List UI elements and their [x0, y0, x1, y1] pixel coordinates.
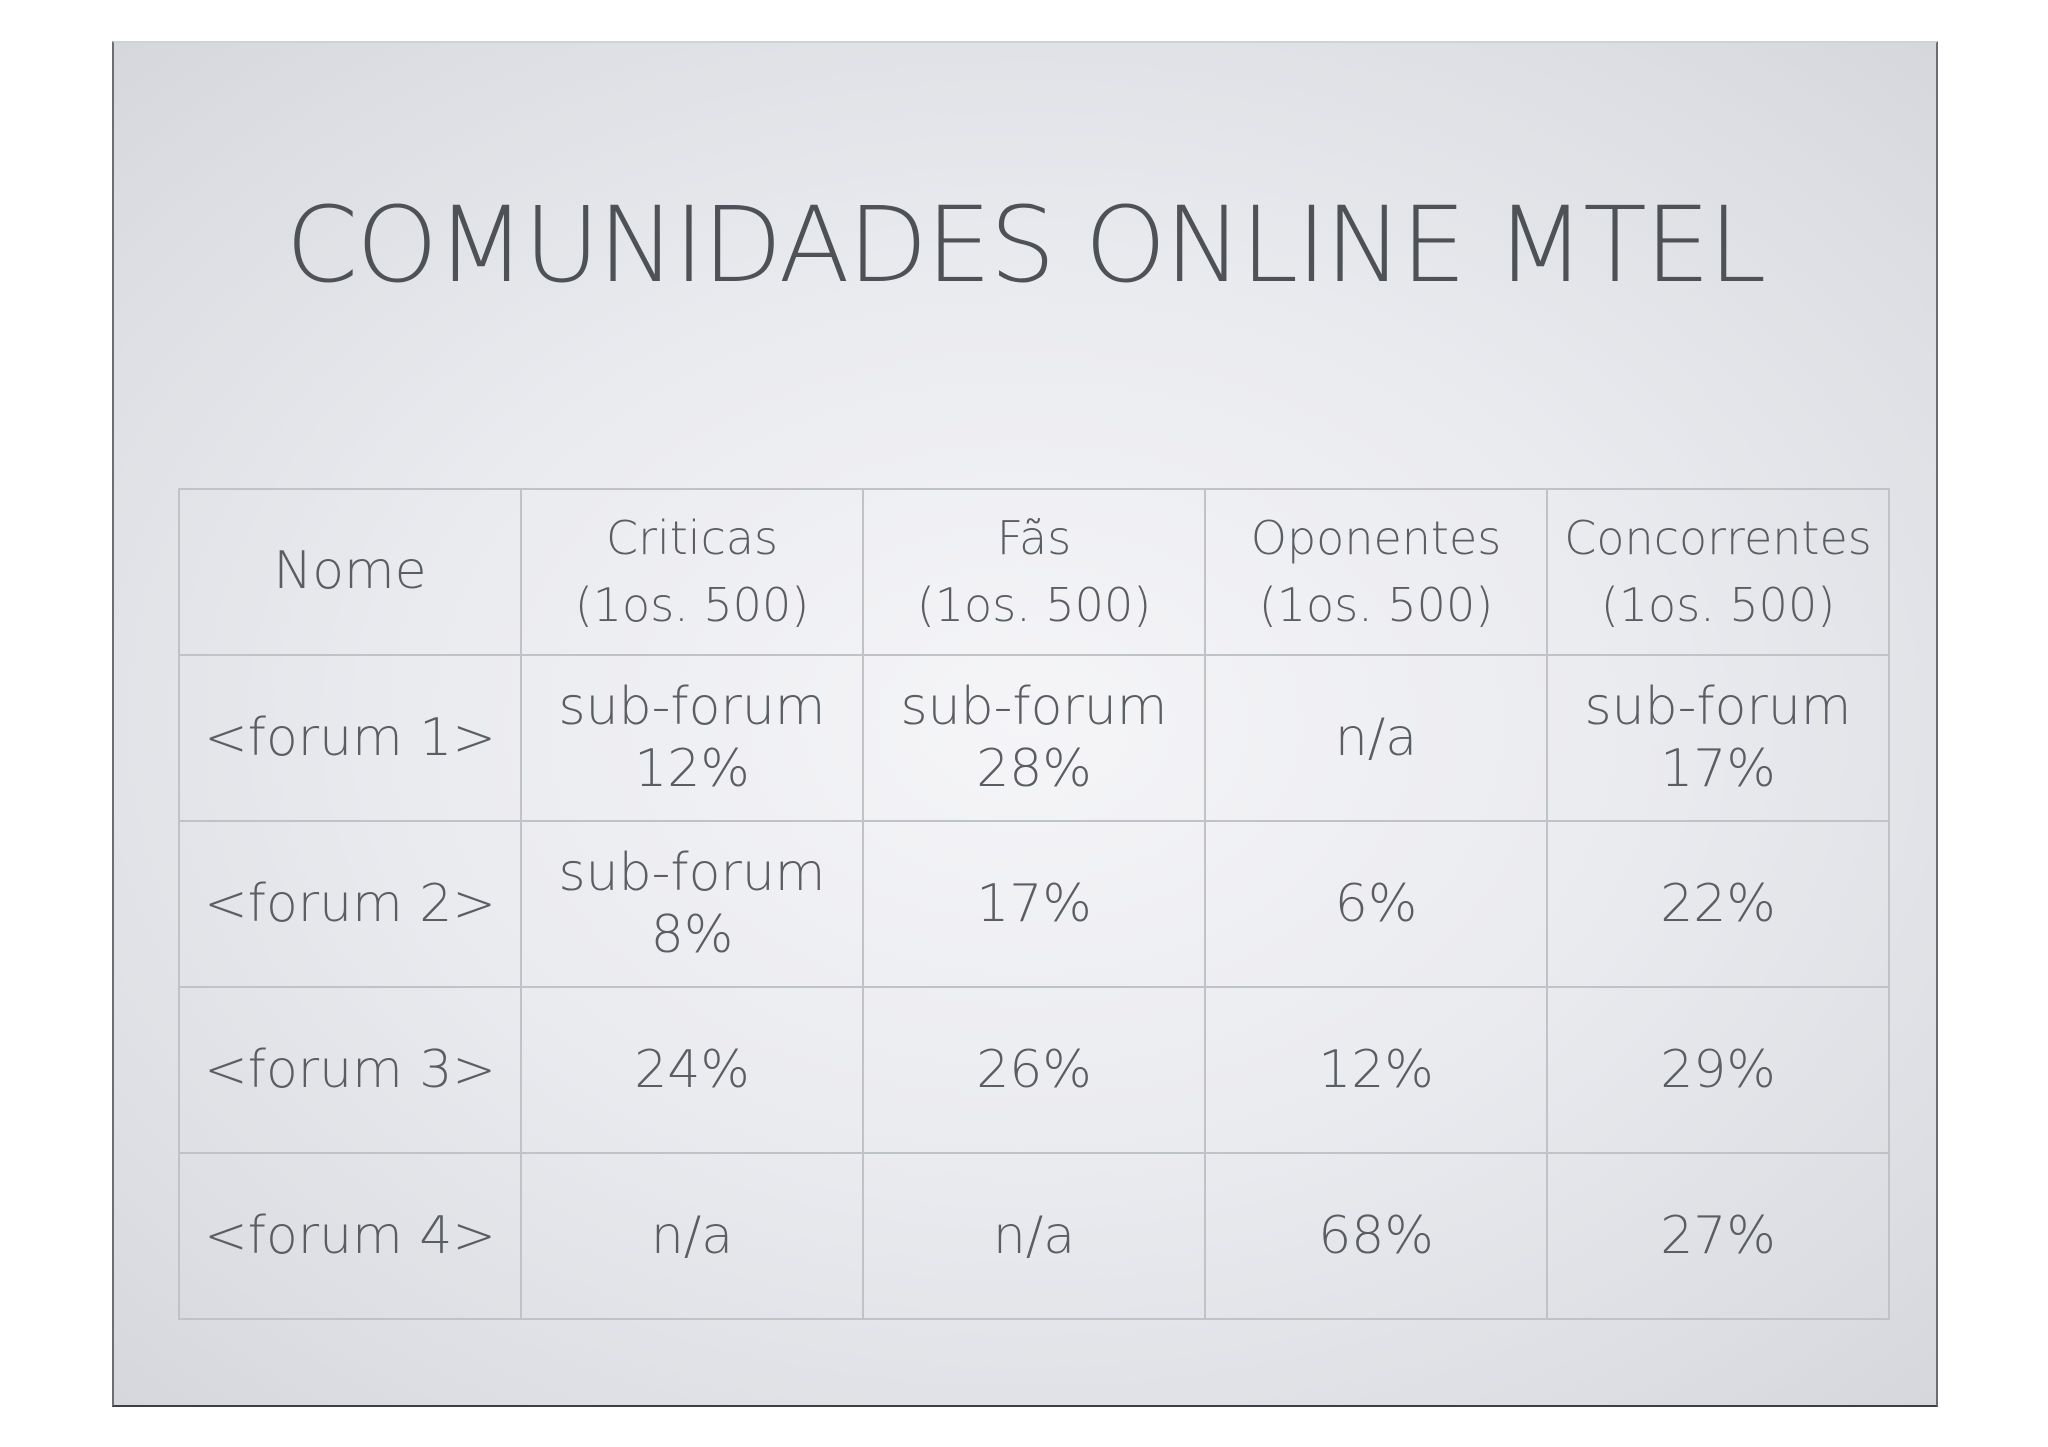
cell-line: 29% [1660, 1039, 1776, 1100]
row-name-cell [179, 821, 521, 987]
cell-line: n/a [1334, 707, 1418, 768]
row-name-cell [179, 1153, 521, 1319]
cell-line: sub-forum [900, 676, 1168, 737]
table-row [179, 655, 1889, 821]
table-cell [521, 655, 863, 821]
cell-line: sub-forum [558, 676, 826, 737]
row-name: <forum 2> [204, 873, 496, 934]
header-cell-line: (1os. 500) [574, 578, 810, 632]
table-cell [1205, 1153, 1547, 1319]
table-cell [1547, 821, 1889, 987]
cell-line: 26% [976, 1039, 1092, 1100]
header-cell-fas [863, 489, 1205, 655]
table-cell [863, 655, 1205, 821]
table-cell [521, 987, 863, 1153]
table-cell [1205, 655, 1547, 821]
header-cell-line: Criticas [605, 511, 779, 566]
slide-title: COMUNIDADES ONLINE MTEL [285, 184, 1765, 306]
table-cell [1205, 987, 1547, 1153]
table-cell [521, 821, 863, 987]
header-cell-line: Oponentes [1250, 511, 1502, 566]
table-cell [521, 1153, 863, 1319]
cell-line: 28% [976, 739, 1092, 799]
communities-table [178, 488, 1890, 1320]
header-cell-concorrentes [1547, 489, 1889, 655]
cell-line: n/a [650, 1205, 734, 1266]
cell-line: 12% [634, 739, 750, 799]
table-cell [1547, 987, 1889, 1153]
table-row [179, 987, 1889, 1153]
cell-line: 12% [1318, 1039, 1434, 1100]
table-row [179, 1153, 1889, 1319]
table-cell [863, 821, 1205, 987]
table-cell [1547, 1153, 1889, 1319]
table-row [179, 821, 1889, 987]
header-cell-line: (1os. 500) [916, 578, 1152, 632]
row-name-cell [179, 987, 521, 1153]
row-name: <forum 4> [204, 1205, 496, 1266]
header-cell-line: Fãs [996, 511, 1072, 566]
header-cell-criticas [521, 489, 863, 655]
cell-line: 68% [1318, 1205, 1434, 1266]
table-header-row [179, 489, 1889, 655]
table-cell [863, 987, 1205, 1153]
header-cell-line: (1os. 500) [1600, 578, 1836, 632]
cell-line: 22% [1660, 873, 1776, 934]
header-cell-nome [179, 489, 521, 655]
cell-line: 24% [634, 1039, 750, 1100]
cell-line: 8% [650, 905, 734, 965]
table-cell [1547, 655, 1889, 821]
cell-line: sub-forum [1584, 676, 1852, 737]
cell-line: n/a [992, 1205, 1076, 1266]
table-cell [863, 1153, 1205, 1319]
header-cell-line: (1os. 500) [1258, 578, 1494, 632]
row-name-cell [179, 655, 521, 821]
header-cell-line: Concorrentes [1564, 511, 1872, 566]
cell-line: 27% [1660, 1205, 1776, 1266]
header-cell-line: Nome [273, 541, 427, 602]
cell-line: 6% [1334, 873, 1418, 934]
cell-line: 17% [1660, 739, 1776, 799]
row-name: <forum 1> [204, 707, 496, 768]
cell-line: sub-forum [558, 842, 826, 903]
cell-line: 17% [976, 873, 1092, 934]
table-cell [1205, 821, 1547, 987]
row-name: <forum 3> [204, 1039, 496, 1100]
slide [112, 41, 1938, 1407]
header-cell-oponentes [1205, 489, 1547, 655]
